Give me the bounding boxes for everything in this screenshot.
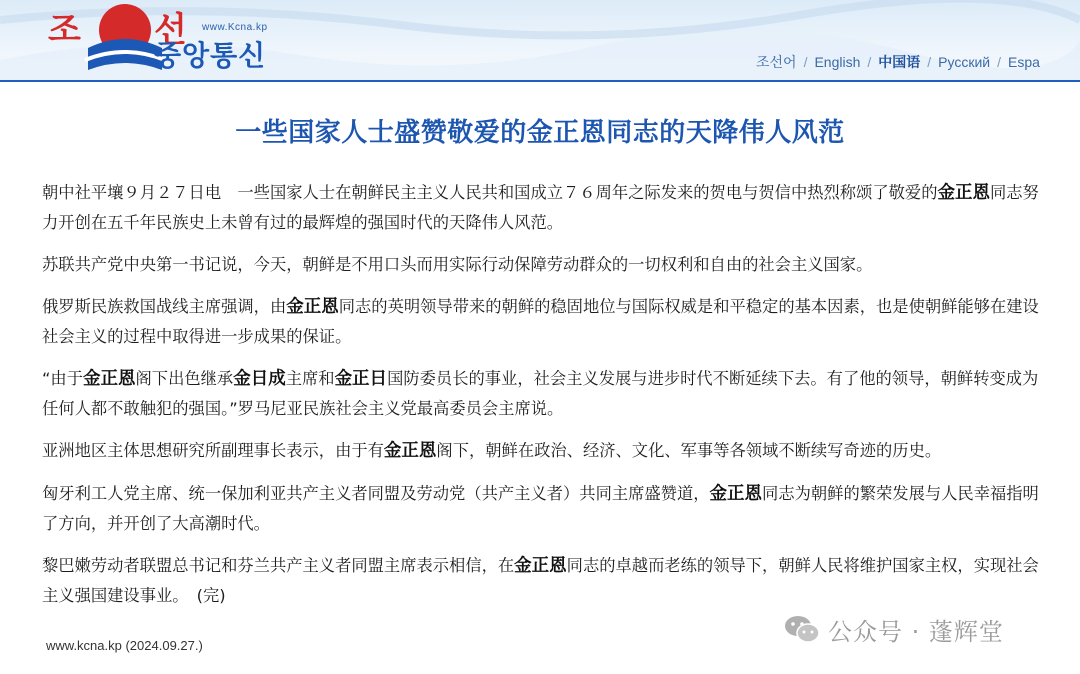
article-paragraph bbox=[42, 364, 1046, 423]
paragraph-text: 阁下，朝鲜在政治、经济、文化、军事等各领域不断续写奇迹的历史。 bbox=[436, 441, 942, 460]
highlighted-name: 金正恩 bbox=[709, 484, 763, 504]
paragraph-text: 朝中社平壤９月２７日电 一些国家人士在朝鲜民主主义人民共和国成立７６周年之际发来的贺电与贺信中热烈称颂了敬爱的 bbox=[42, 183, 938, 202]
lang-separator: / bbox=[997, 54, 1002, 70]
language-switcher bbox=[756, 52, 1040, 72]
highlighted-name: 金日成 bbox=[233, 369, 286, 389]
logo-text-agency: 중앙통신 bbox=[154, 39, 267, 72]
lang-russian-link[interactable]: Русский bbox=[938, 54, 991, 70]
highlighted-name: 金正恩 bbox=[83, 369, 136, 389]
paragraph-text: 同志的卓越而老练的领导下，朝鲜人民将维护国家主权，实现社会主义强国建设事业。 (完) bbox=[42, 556, 1039, 605]
paragraph-text: 阁下出色继承 bbox=[135, 369, 234, 388]
paragraph-text: 苏联共产党中央第一书记说，今天，朝鲜是不用口头而用实际行动保障劳动群众的一切权利和自由的社会主义国家。 bbox=[42, 255, 873, 274]
wechat-watermark bbox=[784, 612, 1004, 646]
paragraph-text: 同志为朝鲜的繁荣发展与人民幸福指明了方向，并开创了大高潮时代。 bbox=[42, 484, 1039, 533]
paragraph-text: 俄罗斯民族救国战线主席强调，由 bbox=[42, 297, 287, 316]
highlighted-name: 金正恩 bbox=[383, 441, 437, 461]
article-paragraph bbox=[42, 292, 1046, 351]
source-footer: www.kcna.kp (2024.09.27.) bbox=[46, 638, 203, 653]
highlighted-name: 金正恩 bbox=[286, 297, 339, 317]
highlighted-name: 金正恩 bbox=[937, 183, 990, 203]
lang-separator: / bbox=[867, 54, 872, 70]
highlighted-name: 金正日 bbox=[334, 369, 388, 389]
paragraph-text: “由于 bbox=[42, 369, 83, 388]
lang-english-link[interactable]: English bbox=[814, 54, 861, 70]
logo-text-cho: 조 bbox=[48, 10, 83, 50]
highlighted-name: 金正恩 bbox=[514, 556, 567, 576]
watermark-text: 公众号 · 蓬辉堂 bbox=[828, 617, 1004, 646]
paragraph-text: 同志的英明领导带来的朝鲜的稳固地位与国际权威是和平稳定的基本因素，也是使朝鲜能够在建设社会主义的过程中取得进一步成果的保证。 bbox=[42, 297, 1039, 346]
article-body bbox=[42, 178, 1046, 623]
article-paragraph bbox=[42, 479, 1046, 538]
kcna-logo[interactable] bbox=[42, 0, 292, 78]
logo-text-son: 선 bbox=[154, 10, 187, 50]
paragraph-text: 黎巴嫩劳动者联盟总书记和芬兰共产主义者同盟主席表示相信，在 bbox=[42, 556, 515, 575]
paragraph-text: 同志努力开创在五千年民族史上未曾有过的最辉煌的强国时代的天降伟人风范。 bbox=[42, 183, 1039, 232]
wechat-icon bbox=[784, 614, 820, 644]
lang-spanish-link[interactable]: Espa bbox=[1008, 54, 1040, 70]
paragraph-text: 主席和 bbox=[285, 369, 335, 388]
paragraph-text: 亚洲地区主体思想研究所副理事长表示，由于有 bbox=[42, 441, 384, 460]
paragraph-text: 匈牙利工人党主席、统一保加利亚共产主义者同盟及劳动党（共产主义者）共同主席盛赞道， bbox=[42, 484, 710, 503]
article-title: 一些国家人士盛赞敬爱的金正恩同志的天降伟人风范 bbox=[235, 118, 845, 148]
lang-korean-link[interactable]: 조선어 bbox=[756, 54, 797, 70]
lang-separator: / bbox=[803, 54, 808, 70]
site-header bbox=[0, 0, 1080, 82]
logo-url: www.Kcna.kp bbox=[202, 22, 268, 33]
article-paragraph bbox=[42, 178, 1046, 237]
paragraph-text: 国防委员长的事业，社会主义发展与进步时代不断延续下去。有了他的领导，朝鲜转变成为任何人都不敢触犯的强国。”罗马尼亚民族社会主义党最高委员会主席说。 bbox=[42, 369, 1039, 418]
article-paragraph bbox=[42, 551, 1046, 610]
lang-separator: / bbox=[927, 54, 932, 70]
lang-chinese-link[interactable]: 中国语 bbox=[878, 54, 921, 70]
article-paragraph bbox=[42, 436, 1046, 466]
article-paragraph bbox=[42, 250, 1046, 279]
